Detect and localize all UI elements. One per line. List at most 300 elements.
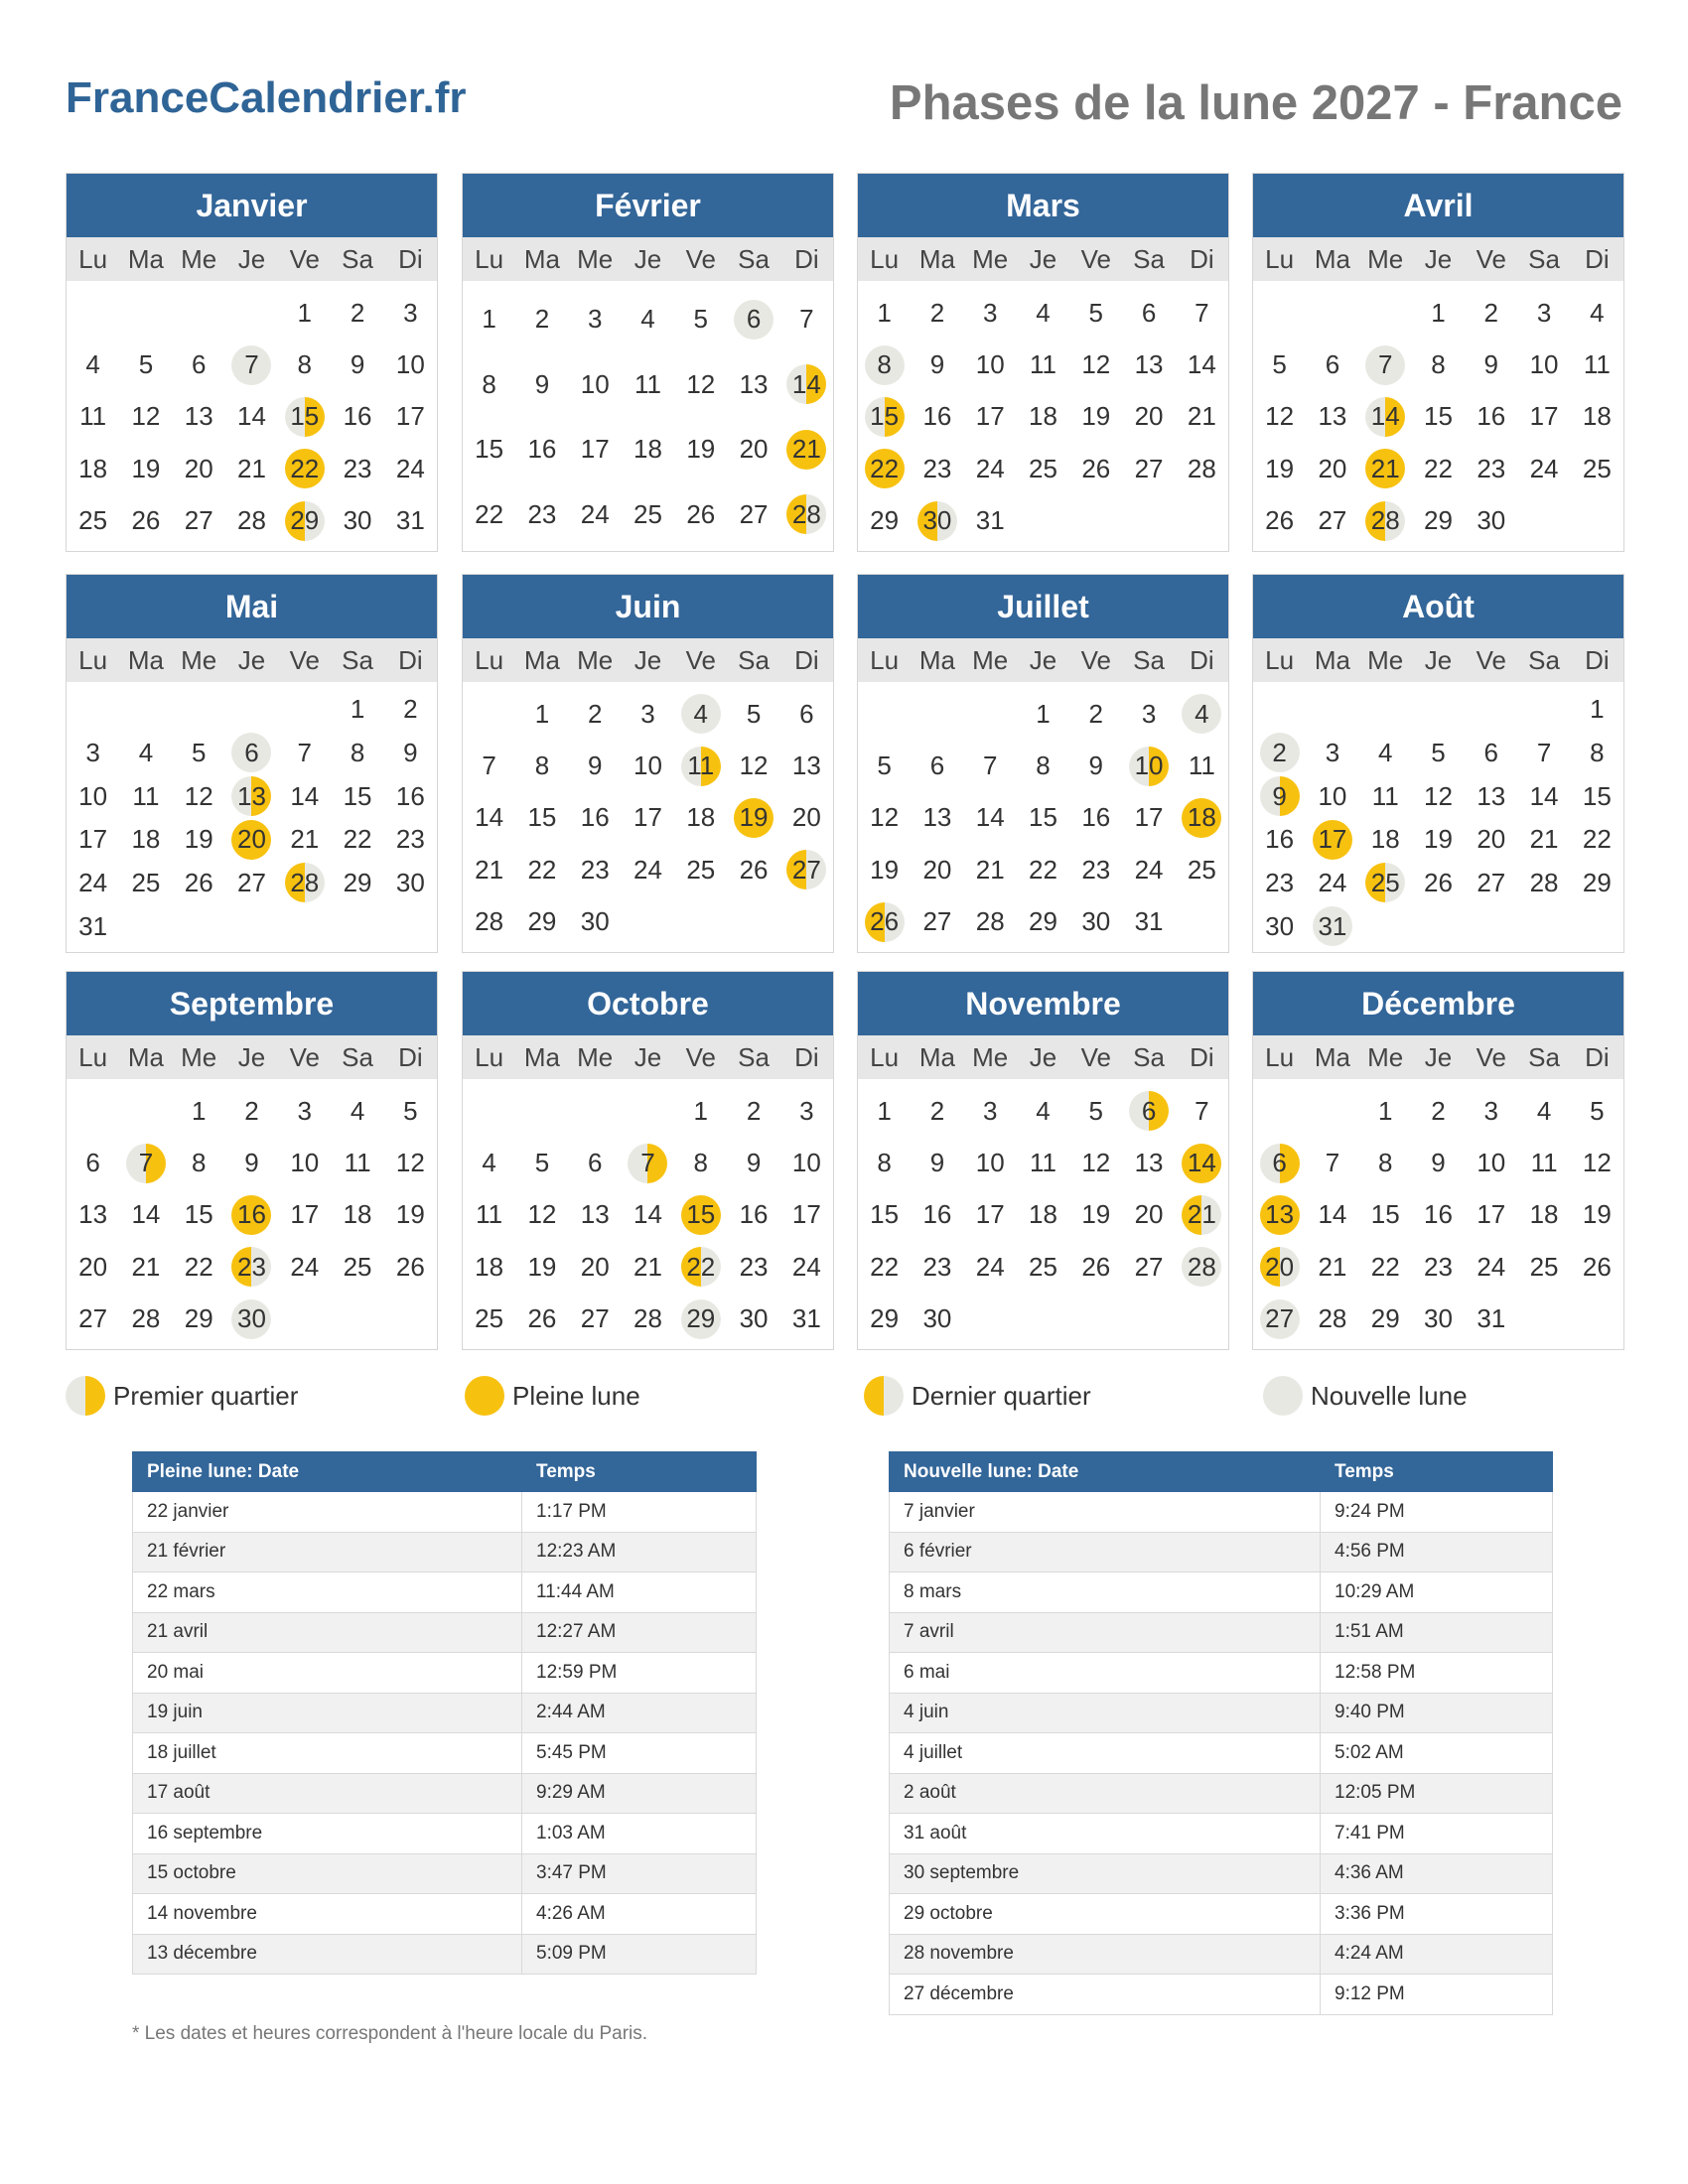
table-row	[890, 1572, 1553, 1613]
calendar-day: 16	[343, 401, 372, 432]
moon-phase-day: 7	[231, 345, 271, 385]
calendar-day: 13	[78, 1199, 108, 1230]
calendar-day: 26	[184, 867, 213, 897]
calendar-day: 2	[1088, 698, 1104, 729]
moon-phase-day: 7	[1365, 345, 1405, 385]
last-quarter-icon	[864, 1376, 904, 1416]
calendar-day: 5	[138, 349, 154, 380]
calendar-day: 15	[1029, 802, 1057, 833]
weekday-label: Lu	[475, 644, 504, 675]
calendar-day: 24	[1477, 1251, 1506, 1282]
weekday-label: Sa	[738, 644, 770, 675]
table-row	[133, 1532, 757, 1572]
weekday-label: Sa	[342, 243, 373, 274]
calendar-day: 6	[587, 1148, 603, 1178]
calendar-day: 11	[633, 368, 661, 399]
calendar-day: 20	[791, 802, 821, 833]
calendar-day: 24	[975, 1251, 1005, 1282]
calendar-day: 19	[1081, 1199, 1111, 1230]
calendar-day: 26	[1265, 505, 1295, 536]
weekday-label: Lu	[78, 644, 108, 675]
calendar-day: 19	[527, 1251, 557, 1282]
date-cell: 14 novembre	[133, 1894, 522, 1935]
moon-phase-day: 20	[1260, 1247, 1300, 1287]
calendar-day: 4	[85, 349, 100, 380]
weekday-header	[1253, 638, 1623, 682]
weekday-header	[463, 638, 833, 682]
calendar-day: 15	[1424, 401, 1453, 432]
calendar-day: 13	[580, 1199, 610, 1230]
time-cell: 12:27 AM	[522, 1612, 757, 1653]
calendar-day: 23	[1424, 1251, 1453, 1282]
calendar-day: 18	[633, 434, 662, 465]
weekday-label: Ma	[523, 243, 560, 274]
time-cell: 5:09 PM	[522, 1934, 757, 1975]
weekday-label: Sa	[738, 243, 770, 274]
weekday-label: Ve	[1080, 243, 1111, 274]
calendar-day: 11	[1530, 1148, 1558, 1178]
calendar-day: 26	[739, 854, 769, 885]
calendar-day: 6	[85, 1148, 100, 1178]
calendar-day: 4	[640, 304, 655, 335]
moon-phase-day: 28	[1365, 501, 1405, 541]
calendar-day: 25	[1029, 1251, 1057, 1282]
calendar-day: 14	[237, 401, 266, 432]
site-brand[interactable]: FranceCalendrier.fr	[66, 73, 467, 122]
new-moon-icon	[1263, 1376, 1303, 1416]
weekday-label: Me	[577, 243, 614, 274]
moon-phase-day: 10	[1129, 747, 1169, 786]
calendar-day: 13	[791, 751, 821, 781]
calendar-day: 28	[131, 1303, 161, 1334]
calendar-day: 14	[290, 780, 320, 811]
weekday-label: Di	[1190, 1041, 1214, 1072]
moon-phase-day: 7	[628, 1144, 667, 1183]
moon-phase-day: 29	[285, 501, 325, 541]
weekday-label: Sa	[342, 1041, 373, 1072]
calendar-day: 16	[1477, 401, 1506, 432]
month-title: Octobre	[463, 972, 833, 1035]
calendar-day: 23	[739, 1251, 769, 1282]
time-cell: 5:45 PM	[522, 1733, 757, 1774]
moon-phase-day: 28	[786, 494, 826, 534]
calendar-day: 19	[184, 824, 213, 855]
table-row	[133, 1733, 757, 1774]
moon-phase-day: 6	[734, 300, 774, 340]
weekday-label: Di	[1585, 644, 1610, 675]
weekday-label: Me	[181, 1041, 217, 1072]
month-title: Juillet	[858, 575, 1228, 638]
calendar-day: 5	[1590, 1095, 1605, 1126]
weekday-label: Lu	[475, 1041, 504, 1072]
calendar-day: 6	[929, 751, 945, 781]
calendar-day: 2	[534, 304, 550, 335]
month-days	[858, 1079, 1228, 1349]
legend-label: Premier quartier	[113, 1380, 299, 1411]
calendar-day: 28	[475, 906, 504, 937]
calendar-day: 18	[1582, 401, 1612, 432]
calendar-day: 13	[184, 401, 213, 432]
calendar-day: 8	[693, 1148, 709, 1178]
calendar-day: 12	[870, 802, 900, 833]
weekday-label: Je	[237, 1041, 266, 1072]
table-row	[133, 1653, 757, 1694]
calendar-day: 10	[78, 780, 108, 811]
calendar-day: 12	[1081, 349, 1111, 380]
calendar-day: 25	[343, 1251, 372, 1282]
calendar-day: 30	[922, 1303, 952, 1334]
calendar-day: 23	[395, 824, 425, 855]
legend-new-moon	[1263, 1376, 1468, 1416]
calendar-day: 25	[633, 498, 662, 529]
weekday-label: Me	[972, 243, 1009, 274]
time-cell: 9:29 AM	[522, 1773, 757, 1814]
weekday-header	[67, 237, 437, 281]
legend-first-quarter	[66, 1376, 298, 1416]
calendar-day: 7	[982, 751, 998, 781]
weekday-header	[1253, 237, 1623, 281]
calendar-day: 10	[633, 751, 662, 781]
month-calendar	[462, 971, 834, 1350]
calendar-day: 14	[633, 1199, 662, 1230]
table-row	[133, 1773, 757, 1814]
weekday-header	[858, 237, 1228, 281]
calendar-day: 11	[1029, 1148, 1056, 1178]
calendar-day: 11	[476, 1199, 503, 1230]
table-row	[133, 1853, 757, 1894]
calendar-day: 30	[395, 867, 425, 897]
new-moon-table	[889, 1451, 1553, 2015]
calendar-day: 25	[1582, 453, 1612, 483]
weekday-label: Ma	[1314, 644, 1350, 675]
weekday-label: Lu	[1265, 644, 1295, 675]
moon-phase-day: 21	[1182, 1195, 1221, 1235]
moon-phase-day: 28	[1182, 1247, 1221, 1287]
moon-phase-day: 4	[681, 694, 721, 734]
weekday-label: Je	[633, 243, 662, 274]
moon-phase-day: 6	[231, 733, 271, 772]
calendar-day: 3	[1325, 737, 1340, 767]
table-row	[890, 1693, 1553, 1733]
calendar-day: 4	[1036, 1095, 1051, 1126]
weekday-label: Ma	[523, 1041, 560, 1072]
calendar-day: 6	[799, 698, 814, 729]
calendar-day: 18	[1029, 401, 1057, 432]
moon-phase-day: 14	[1182, 1144, 1221, 1183]
calendar-day: 16	[1081, 802, 1111, 833]
calendar-day: 9	[929, 349, 945, 380]
calendar-day: 10	[975, 349, 1005, 380]
calendar-day: 4	[482, 1148, 496, 1178]
calendar-day: 18	[1529, 1199, 1559, 1230]
calendar-day: 27	[1134, 1251, 1164, 1282]
weekday-label: Me	[577, 644, 614, 675]
calendar-day: 29	[343, 867, 372, 897]
date-cell: 22 mars	[133, 1572, 522, 1613]
calendar-day: 23	[527, 498, 557, 529]
calendar-day: 11	[344, 1148, 371, 1178]
calendar-day: 10	[1529, 349, 1559, 380]
date-cell: 27 décembre	[890, 1975, 1321, 2015]
weekday-label: Sa	[1528, 1041, 1560, 1072]
calendar-day: 10	[395, 349, 425, 380]
calendar-day: 6	[1141, 297, 1157, 328]
moon-phase-day: 22	[285, 449, 325, 488]
page-title: Phases de la lune 2027 - France	[889, 76, 1622, 130]
calendar-day: 28	[1318, 1303, 1347, 1334]
calendar-day: 20	[1134, 1199, 1164, 1230]
calendar-day: 8	[877, 1148, 892, 1178]
calendar-day: 4	[1536, 1095, 1552, 1126]
calendar-day: 21	[1318, 1251, 1347, 1282]
weekday-label: Ma	[1314, 243, 1350, 274]
weekday-label: Ve	[289, 243, 320, 274]
weekday-header	[67, 638, 437, 682]
calendar-day: 27	[580, 1303, 610, 1334]
weekday-label: Ma	[523, 644, 560, 675]
time-cell: 1:03 AM	[522, 1814, 757, 1854]
weekday-label: Sa	[1133, 243, 1165, 274]
calendar-day: 14	[1529, 780, 1559, 811]
month-calendar	[66, 574, 438, 953]
calendar-day: 11	[1029, 349, 1056, 380]
calendar-day: 3	[1141, 698, 1157, 729]
calendar-day: 9	[1088, 751, 1104, 781]
calendar-day: 26	[131, 505, 161, 536]
calendar-day: 19	[1265, 453, 1295, 483]
time-cell: 2:44 AM	[522, 1693, 757, 1733]
calendar-day: 7	[799, 304, 814, 335]
weekday-label: Lu	[1265, 243, 1295, 274]
calendar-day: 7	[1195, 297, 1209, 328]
calendar-day: 25	[1187, 854, 1216, 885]
calendar-day: 24	[633, 854, 662, 885]
moon-phase-day: 26	[865, 902, 905, 942]
calendar-day: 10	[580, 368, 610, 399]
time-cell: 9:24 PM	[1321, 1492, 1553, 1533]
moon-phase-day: 6	[1129, 1091, 1169, 1131]
calendar-day: 12	[1081, 1148, 1111, 1178]
month-calendar	[857, 971, 1229, 1350]
moon-phase-day: 9	[1260, 776, 1300, 816]
calendar-day: 28	[1529, 867, 1559, 897]
calendar-day: 8	[191, 1148, 207, 1178]
time-cell: 1:51 AM	[1321, 1612, 1553, 1653]
weekday-label: Ve	[1476, 243, 1506, 274]
calendar-day: 9	[534, 368, 550, 399]
date-cell: 4 juin	[890, 1693, 1321, 1733]
weekday-label: Lu	[475, 243, 504, 274]
calendar-day: 16	[580, 802, 610, 833]
month-calendar	[66, 173, 438, 552]
calendar-day: 2	[1431, 1095, 1446, 1126]
calendar-day: 24	[290, 1251, 320, 1282]
calendar-day: 21	[633, 1251, 662, 1282]
calendar-day: 29	[184, 1303, 213, 1334]
calendar-day: 16	[527, 434, 557, 465]
calendar-day: 31	[791, 1303, 821, 1334]
moon-phase-day: 22	[681, 1247, 721, 1287]
calendar-day: 18	[1370, 824, 1400, 855]
calendar-day: 25	[78, 505, 108, 536]
calendar-day: 7	[1195, 1095, 1209, 1126]
full-moon-table	[132, 1451, 757, 1975]
calendar-day: 13	[1134, 349, 1164, 380]
calendar-day: 3	[982, 1095, 998, 1126]
calendar-day: 13	[1318, 401, 1347, 432]
calendar-day: 13	[1134, 1148, 1164, 1178]
calendar-day: 12	[1582, 1148, 1612, 1178]
table-row	[890, 1492, 1553, 1533]
calendar-day: 29	[870, 1303, 900, 1334]
calendar-day: 5	[877, 751, 892, 781]
calendar-day: 19	[870, 854, 900, 885]
weekday-label: Sa	[1528, 644, 1560, 675]
full-table-time-header: Temps	[522, 1452, 757, 1492]
calendar-day: 23	[343, 453, 372, 483]
new-table-date-header: Nouvelle lune: Date	[890, 1452, 1321, 1492]
calendar-day: 2	[244, 1095, 259, 1126]
date-cell: 2 août	[890, 1773, 1321, 1814]
calendar-day: 15	[1582, 780, 1612, 811]
calendar-day: 5	[693, 304, 709, 335]
calendar-day: 12	[395, 1148, 425, 1178]
weekday-label: Me	[1367, 243, 1404, 274]
weekday-label: Sa	[1133, 1041, 1165, 1072]
calendar-day: 16	[922, 401, 952, 432]
time-cell: 12:58 PM	[1321, 1653, 1553, 1694]
calendar-day: 15	[343, 780, 372, 811]
month-title: Février	[463, 174, 833, 237]
calendar-day: 27	[78, 1303, 108, 1334]
date-cell: 21 avril	[133, 1612, 522, 1653]
moon-phase-day: 4	[1182, 694, 1221, 734]
calendar-day: 9	[1483, 349, 1499, 380]
moon-phase-day: 19	[734, 798, 774, 838]
calendar-day: 24	[1529, 453, 1559, 483]
table-row	[890, 1773, 1553, 1814]
table-row	[890, 1653, 1553, 1694]
moon-phase-day: 30	[917, 501, 957, 541]
calendar-day: 21	[1529, 824, 1559, 855]
legend-label: Dernier quartier	[912, 1380, 1091, 1411]
calendar-day: 21	[131, 1251, 161, 1282]
calendar-day: 12	[1265, 401, 1295, 432]
table-row	[133, 1814, 757, 1854]
month-days	[463, 682, 833, 952]
calendar-day: 23	[1081, 854, 1111, 885]
calendar-day: 24	[975, 453, 1005, 483]
calendar-day: 9	[746, 1148, 762, 1178]
calendar-day: 6	[191, 349, 207, 380]
calendar-day: 23	[922, 453, 952, 483]
calendar-day: 12	[739, 751, 769, 781]
calendar-day: 20	[739, 434, 769, 465]
calendar-day: 5	[1431, 737, 1446, 767]
moon-phase-day: 7	[126, 1144, 166, 1183]
month-days	[67, 682, 437, 952]
weekday-label: Lu	[870, 644, 900, 675]
calendar-day: 30	[1265, 910, 1295, 941]
weekday-label: Lu	[870, 1041, 900, 1072]
time-cell: 4:36 AM	[1321, 1853, 1553, 1894]
time-cell: 3:47 PM	[522, 1853, 757, 1894]
moon-phase-day: 22	[865, 449, 905, 488]
calendar-day: 16	[922, 1199, 952, 1230]
calendar-day: 27	[1134, 453, 1164, 483]
month-days	[67, 1079, 437, 1349]
calendar-day: 1	[482, 304, 496, 335]
calendar-day: 8	[1590, 737, 1605, 767]
table-row	[890, 1894, 1553, 1935]
calendar-day: 9	[403, 737, 418, 767]
calendar-day: 1	[350, 694, 365, 725]
calendar-day: 30	[1081, 906, 1111, 937]
month-days	[463, 281, 833, 551]
calendar-day: 6	[1325, 349, 1340, 380]
weekday-label: Sa	[1528, 243, 1560, 274]
moon-phase-day: 2	[1260, 733, 1300, 772]
calendar-day: 5	[746, 698, 762, 729]
calendar-day: 19	[1081, 401, 1111, 432]
calendar-day: 8	[1431, 349, 1446, 380]
date-cell: 22 janvier	[133, 1492, 522, 1533]
calendar-day: 10	[1318, 780, 1347, 811]
weekday-label: Ma	[127, 243, 164, 274]
weekday-label: Je	[1424, 243, 1453, 274]
month-title: Septembre	[67, 972, 437, 1035]
calendar-day: 27	[1477, 867, 1506, 897]
calendar-day: 29	[1370, 1303, 1400, 1334]
weekday-label: Je	[237, 644, 266, 675]
weekday-label: Ma	[918, 243, 955, 274]
month-title: Juin	[463, 575, 833, 638]
calendar-day: 20	[1477, 824, 1506, 855]
weekday-label: Sa	[738, 1041, 770, 1072]
calendar-day: 22	[1370, 1251, 1400, 1282]
calendar-day: 15	[527, 802, 557, 833]
weekday-label: Me	[972, 1041, 1009, 1072]
calendar-day: 24	[580, 498, 610, 529]
weekday-header	[858, 1035, 1228, 1079]
moon-phase-day: 27	[786, 850, 826, 889]
calendar-day: 8	[1036, 751, 1051, 781]
month-title: Mars	[858, 174, 1228, 237]
weekday-label: Je	[237, 243, 266, 274]
date-cell: 29 octobre	[890, 1894, 1321, 1935]
calendar-day: 7	[297, 737, 313, 767]
calendar-day: 3	[587, 304, 603, 335]
time-cell: 12:23 AM	[522, 1532, 757, 1572]
month-title: Mai	[67, 575, 437, 638]
calendar-day: 17	[791, 1199, 821, 1230]
table-row	[890, 1612, 1553, 1653]
calendar-day: 11	[1188, 751, 1215, 781]
calendar-day: 18	[343, 1199, 372, 1230]
calendar-day: 12	[686, 368, 716, 399]
calendar-day: 20	[1134, 401, 1164, 432]
time-cell: 1:17 PM	[522, 1492, 757, 1533]
calendar-day: 14	[975, 802, 1005, 833]
calendar-day: 15	[870, 1199, 900, 1230]
calendar-day: 12	[131, 401, 161, 432]
time-cell: 5:02 AM	[1321, 1733, 1553, 1774]
date-cell: 31 août	[890, 1814, 1321, 1854]
calendar-day: 14	[1187, 349, 1216, 380]
moon-phase-day: 29	[681, 1299, 721, 1339]
calendar-day: 4	[1377, 737, 1393, 767]
calendar-day: 22	[1582, 824, 1612, 855]
